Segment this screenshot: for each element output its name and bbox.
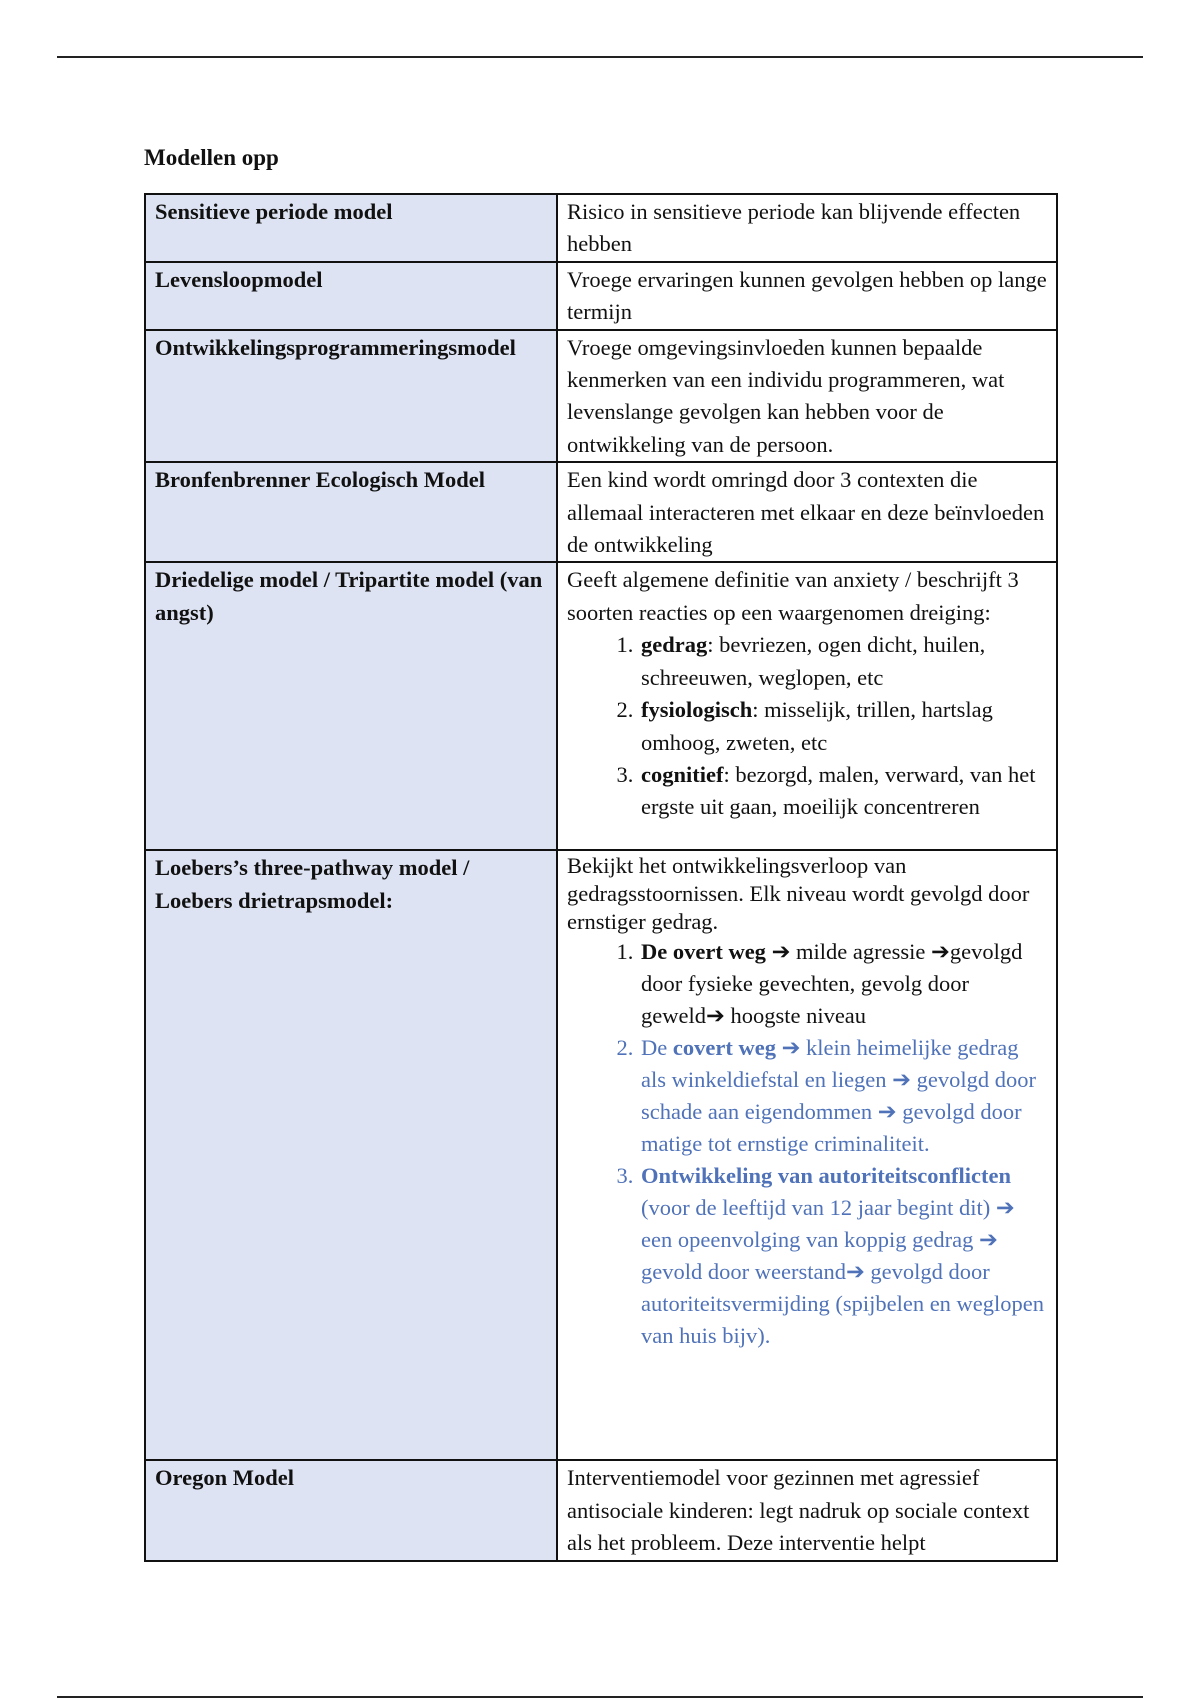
list-text: : bezorgd, malen, verward, van het ergste uit gaan, moeilijk concentreren xyxy=(641,761,1036,820)
list-text: (voor de leeftijd van 12 jaar begint dit) ➔ een opeenvolging van koppig gedrag ➔ gevold door weerstand➔ gevolgd door autoriteitsvermijding (spijbelen en weglopen van huis bijv). xyxy=(641,1195,1045,1349)
model-name: Driedelige model / Tripartite model (van angst) xyxy=(145,562,557,850)
pathway-list xyxy=(567,936,1047,1352)
description-text: Geeft algemene definitie van anxiety / beschrijft 3 soorten reacties op een waargenomen dreiging: xyxy=(567,567,1019,625)
table-row xyxy=(145,194,1057,262)
list-item xyxy=(639,694,1047,759)
page-title: Modellen opp xyxy=(144,145,279,170)
list-item xyxy=(639,1160,1047,1352)
list-term: gedrag xyxy=(641,632,708,658)
table-row xyxy=(145,462,1057,562)
model-description: Vroege omgevingsinvloeden kunnen bepaalde kenmerken van een individu programmeren, wat levenslange gevolgen kan hebben voor de ontwikkeling van de persoon. xyxy=(557,330,1057,463)
model-name: Sensitieve periode model xyxy=(145,194,557,262)
table-row xyxy=(145,562,1057,850)
list-prefix: De xyxy=(641,1035,673,1061)
header-rule xyxy=(57,56,1143,58)
table-row xyxy=(145,850,1057,1460)
list-item xyxy=(639,759,1047,824)
models-table xyxy=(144,193,1058,1562)
list-term: De overt weg xyxy=(641,939,766,965)
list-item xyxy=(639,629,1047,694)
model-name: Oregon Model xyxy=(145,1460,557,1560)
table-row xyxy=(145,330,1057,463)
model-description: Interventiemodel voor gezinnen met agressief antisociale kinderen: legt nadruk op sociale context als het probleem. Deze interventie helpt xyxy=(557,1460,1057,1560)
footer-rule xyxy=(57,1696,1143,1698)
list-item xyxy=(639,1032,1047,1160)
list-term: cognitief xyxy=(641,761,724,787)
model-name: Loebers’s three-pathway model / Loebers drietrapsmodel: xyxy=(145,850,557,1460)
model-name: Bronfenbrenner Ecologisch Model xyxy=(145,462,557,562)
list-term: covert weg xyxy=(672,1035,776,1061)
model-description xyxy=(557,850,1057,1460)
list-text: ➔ milde agressie ➔gevolgd door fysieke gevechten, gevolg door geweld➔ hoogste niveau xyxy=(641,939,1023,1029)
list-item xyxy=(639,936,1047,1032)
model-description: Risico in sensitieve periode kan blijvende effecten hebben xyxy=(557,194,1057,262)
table-row xyxy=(145,262,1057,330)
reaction-list xyxy=(567,629,1047,823)
table-row xyxy=(145,1460,1057,1560)
list-term: fysiologisch xyxy=(641,697,753,723)
list-term: Ontwikkeling van autoriteitsconflicten xyxy=(641,1163,1011,1189)
list-text: : misselijk, trillen, hartslag omhoog, zweten, etc xyxy=(641,697,993,755)
model-name: Ontwikkelingsprogrammeringsmodel xyxy=(145,330,557,463)
list-text: : bevriezen, ogen dicht, huilen, schreeuwen, weglopen, etc xyxy=(641,632,986,690)
model-description: Een kind wordt omringd door 3 contexten die allemaal interacteren met elkaar en deze beïnvloeden de ontwikkeling xyxy=(557,462,1057,562)
model-description xyxy=(557,562,1057,850)
model-description: Vroege ervaringen kunnen gevolgen hebben op lange termijn xyxy=(557,262,1057,330)
model-name: Levensloopmodel xyxy=(145,262,557,330)
list-text: ➔ klein heimelijke gedrag als winkeldiefstal en liegen ➔ gevolgd door schade aan eigendommen ➔ gevolgd door matige tot ernstige criminaliteit. xyxy=(641,1035,1037,1157)
description-text: Bekijkt het ontwikkelingsverloop van gedragsstoornissen. Elk niveau wordt gevolgd door ernstiger gedrag. xyxy=(567,853,1030,935)
